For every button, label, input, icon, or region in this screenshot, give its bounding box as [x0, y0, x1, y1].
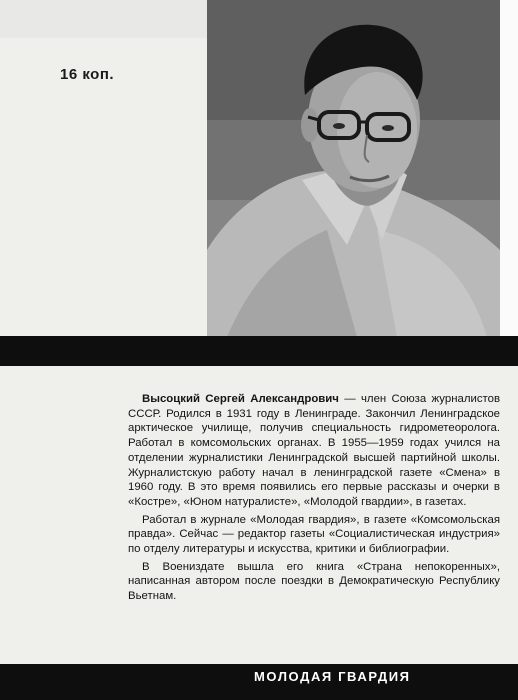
price-label: 16 коп. [60, 66, 115, 83]
bio-paragraph-1-text: — член Союза журналистов СССР. Родился в 1931 году в Ленинграде. Закончил Ленинградское арктическое училище, получив специальность гидрометеоролога. Работал в комсомольских органах. В 1955—1959 годах учился на отделении журналистики Ленинградской высшей партийной школы. Журналистскую работу начал в ленинградской газете «Смена» в 1960 году. В это время появились его первые рассказы и очерки в «Костре», «Юном натуралисте», «Молодой гвардии», в газетах. [128, 393, 500, 508]
divider-bar [0, 336, 518, 366]
page-edge [500, 0, 518, 337]
bio-paragraph-2: Работал в журнале «Молодая гвардия», в газете «Комсомольская правда». Сейчас — редактор газеты «Социалистическая индустрия» по отделу литературы и искусства, критики и библиографии. [128, 513, 500, 556]
publisher-name: МОЛОДАЯ ГВАРДИЯ [254, 669, 411, 684]
bio-paragraph-3: В Воениздате вышла его книга «Страна непокоренных», написанная автором после поездки в Демократическую Республику Вьетнам. [128, 560, 500, 603]
author-biography [128, 392, 500, 604]
bio-paragraph-1 [128, 392, 500, 510]
author-portrait [207, 0, 500, 337]
author-name: Высоцкий Сергей Александрович [142, 393, 339, 405]
